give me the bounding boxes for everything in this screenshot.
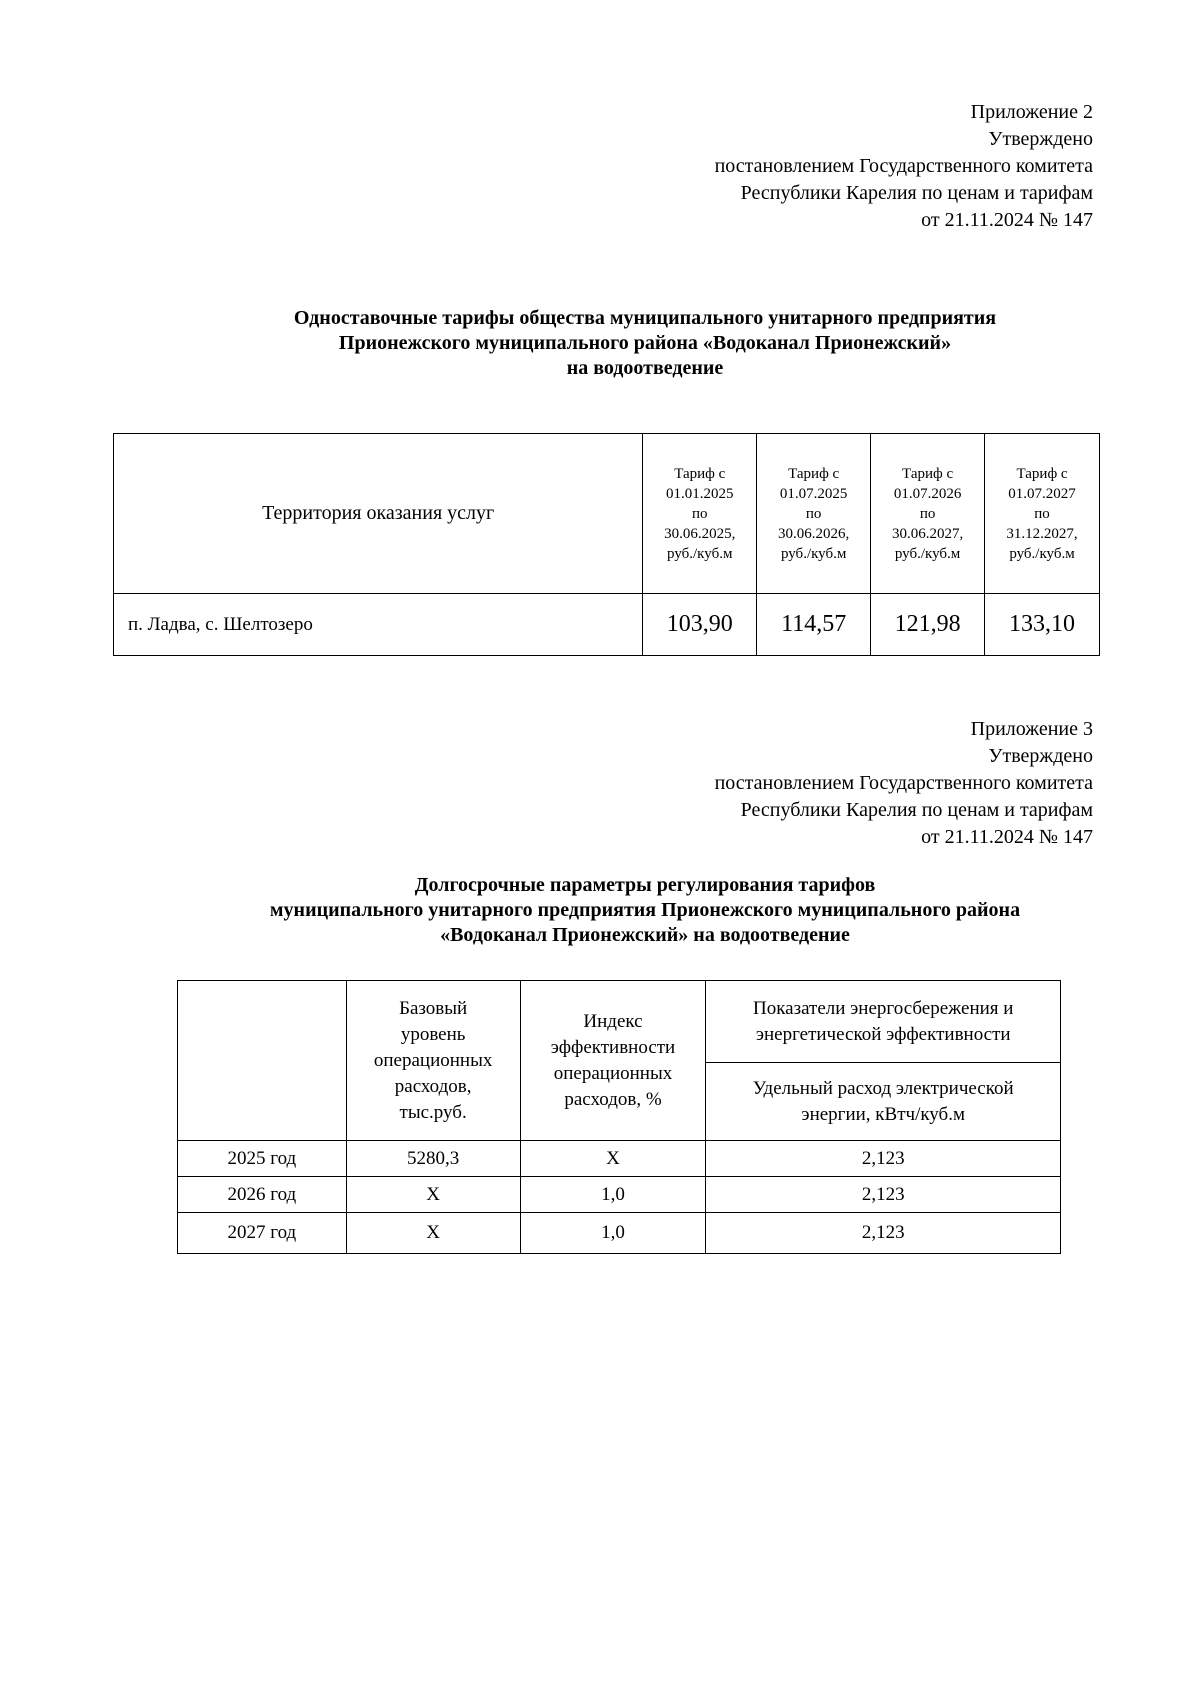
appendix-label: Приложение 2 — [970, 101, 1093, 123]
regulation-params-table — [177, 980, 1061, 1254]
base-cell: 5280,3 — [346, 1141, 520, 1177]
title-line: на водоотведение — [566, 357, 724, 379]
index-header — [520, 981, 706, 1141]
approval-authority: постановлением Государственного комитета — [714, 772, 1093, 794]
year-cell: 2025 год — [178, 1141, 347, 1177]
territory-header: Территория оказания услуг — [114, 434, 643, 594]
tariff-value-3: 121,98 — [871, 594, 985, 656]
header-line: Тариф с — [902, 465, 954, 482]
header-line: руб./куб.м — [780, 545, 847, 562]
table-row — [178, 1141, 1061, 1177]
header-line: по — [1034, 505, 1050, 522]
header-line: энергетической эффективности — [755, 1023, 1011, 1045]
tariff-table — [113, 433, 1100, 656]
header-line: энергии, кВтч/куб.м — [801, 1103, 965, 1125]
approval-authority: постановлением Государственного комитета — [714, 155, 1093, 177]
header-line: операционных — [373, 1049, 493, 1071]
base-cell: X — [346, 1177, 520, 1213]
table-row — [178, 1177, 1061, 1213]
approval-date: от 21.11.2024 № 147 — [921, 209, 1093, 231]
params-header-row — [178, 981, 1061, 1063]
territory-cell: п. Ладва, с. Шелтозеро — [114, 594, 643, 656]
header-line: Тариф с — [1016, 465, 1068, 482]
tariff-value-4: 133,10 — [985, 594, 1100, 656]
approved-label: Утверждено — [988, 128, 1093, 150]
header-line: расходов, — [394, 1075, 472, 1097]
header-line: по — [919, 505, 936, 522]
tariff-header-4 — [985, 434, 1100, 594]
energy-group-header — [706, 981, 1061, 1063]
title-line: муниципального унитарного предприятия Прионежского муниципального района — [269, 899, 1021, 921]
header-line: Базовый — [399, 997, 468, 1019]
title-line: «Водоканал Прионежский» на водоотведение — [440, 924, 850, 946]
header-line: Индекс — [583, 1010, 643, 1032]
appendix3-title — [0, 873, 1200, 948]
table-row — [114, 594, 1100, 656]
appendix2-approval-block — [715, 99, 1093, 234]
index-cell: 1,0 — [520, 1177, 706, 1213]
header-line: 31.12.2027, — [1006, 525, 1078, 542]
header-line: расходов, % — [564, 1088, 662, 1110]
header-line: Тариф с — [674, 465, 726, 482]
header-line: тыс.руб. — [399, 1101, 467, 1123]
index-cell: X — [520, 1141, 706, 1177]
table-row — [178, 1213, 1061, 1254]
tariff-value-2: 114,57 — [757, 594, 871, 656]
energy-sub-header — [706, 1063, 1061, 1141]
base-level-header — [346, 981, 520, 1141]
header-line: эффективности — [550, 1036, 676, 1058]
base-cell: X — [346, 1213, 520, 1254]
title-line: Одноставочные тарифы общества муниципального унитарного предприятия — [293, 307, 997, 329]
title-line: Долгосрочные параметры регулирования тарифов — [414, 874, 876, 896]
appendix-label: Приложение 3 — [970, 718, 1093, 740]
title-line: Прионежского муниципального района «Водоканал Прионежский» — [338, 332, 952, 354]
approval-authority-cont: Республики Карелия по ценам и тарифам — [740, 182, 1093, 204]
energy-cell: 2,123 — [706, 1213, 1061, 1254]
header-line: по — [805, 505, 822, 522]
header-line: руб./куб.м — [1009, 545, 1075, 562]
header-line: 30.06.2027, — [891, 525, 964, 542]
header-line: руб./куб.м — [894, 545, 961, 562]
appendix2-title — [0, 306, 1200, 381]
tariff-header-3 — [871, 434, 985, 594]
year-cell: 2026 год — [178, 1177, 347, 1213]
header-line: Удельный расход электрической — [752, 1077, 1014, 1099]
year-header-empty — [178, 981, 347, 1141]
year-cell: 2027 год — [178, 1213, 347, 1254]
approved-label: Утверждено — [988, 745, 1093, 767]
approval-date: от 21.11.2024 № 147 — [921, 826, 1093, 848]
header-line: руб./куб.м — [667, 545, 733, 562]
energy-cell: 2,123 — [706, 1141, 1061, 1177]
header-line: по — [691, 505, 708, 522]
tariff-table-header-row — [114, 434, 1100, 594]
tariff-value-1: 103,90 — [643, 594, 757, 656]
tariff-header-2 — [757, 434, 871, 594]
appendix3-approval-block — [715, 716, 1093, 851]
header-line: уровень — [400, 1023, 466, 1045]
energy-cell: 2,123 — [706, 1177, 1061, 1213]
index-cell: 1,0 — [520, 1213, 706, 1254]
tariff-header-1 — [643, 434, 757, 594]
header-line: 30.06.2026, — [778, 525, 850, 542]
header-line: 01.07.2026 — [893, 485, 962, 502]
header-line: Тариф с — [788, 465, 840, 482]
header-line: 01.01.2025 — [665, 485, 734, 502]
approval-authority-cont: Республики Карелия по ценам и тарифам — [740, 799, 1093, 821]
header-line: 01.07.2025 — [779, 485, 848, 502]
header-line: 01.07.2027 — [1008, 485, 1076, 502]
header-line: 30.06.2025, — [664, 525, 736, 542]
header-line: Показатели энергосбережения и — [752, 997, 1014, 1019]
header-line: операционных — [553, 1062, 673, 1084]
